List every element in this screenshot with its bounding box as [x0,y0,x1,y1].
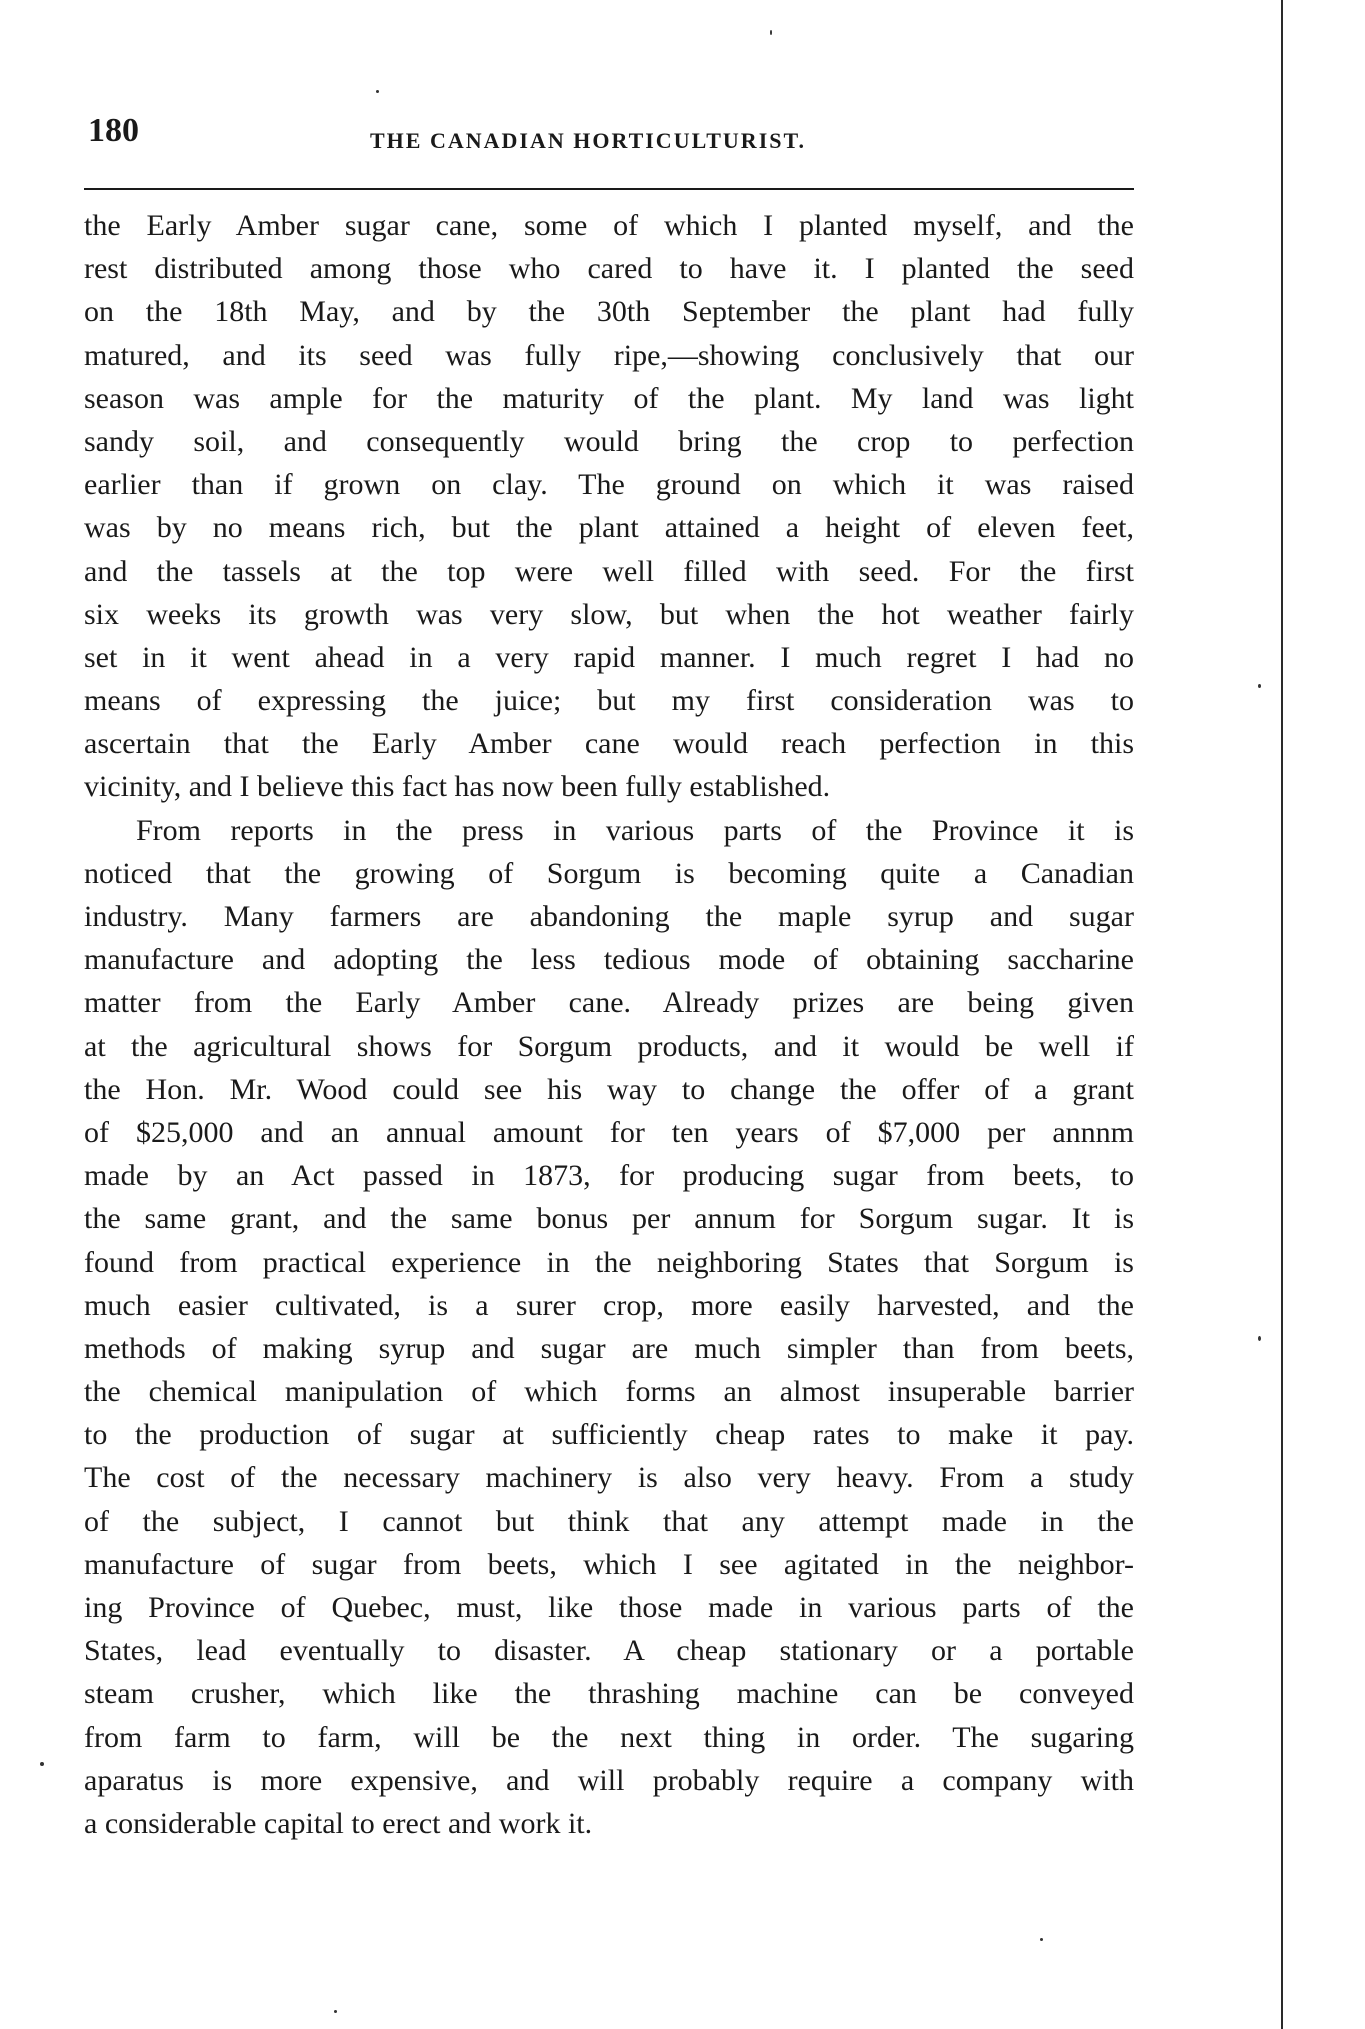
paragraph-2 [84,809,1134,1846]
text-line: rest distributed among those who cared to have it. I planted the seed [84,252,1134,286]
text-line: The cost of the necessary machinery is also very heavy. From a study [84,1461,1134,1495]
paragraph-1 [84,204,1134,809]
text-line: of $25,000 and an annual amount for ten years of $7,000 per annnm [84,1115,1134,1149]
text-line: means of expressing the juice; but my first consideration was to [84,684,1134,718]
speck [376,90,379,93]
text-line: much easier cultivated, is a surer crop, more easily harvested, and the [84,1288,1134,1322]
header-rule [84,188,1134,190]
text-line: a considerable capital to erect and work it. [84,1806,593,1840]
text-line: the chemical manipulation of which forms an almost insuperable barrier [84,1375,1134,1409]
text-line: the same grant, and the same bonus per annum for Sorgum sugar. It is [84,1202,1134,1236]
running-head: THE CANADIAN HORTICULTURIST. [370,128,807,153]
text-line: vicinity, and I believe this fact has now been fully established. [84,770,831,804]
text-line: set in it went ahead in a very rapid manner. I much regret I had no [84,640,1134,674]
text-line: manufacture and adopting the less tedious mode of obtaining saccharine [84,943,1134,977]
text-line: and the tassels at the top were well filled with seed. For the first [84,554,1134,588]
article-body [84,204,1134,1845]
text-line: methods of making syrup and sugar are much simpler than from beets, [84,1331,1134,1365]
text-line: ing Province of Quebec, must, like those made in various parts of the [84,1591,1134,1624]
text-line: manufacture of sugar from beets, which I see agitated in the neighbor- [84,1547,1134,1581]
text-line: From reports in the press in various parts of the Province it is [136,813,1134,847]
speck [1258,684,1261,688]
text-line: six weeks its growth was very slow, but when the hot weather fairly [84,597,1134,631]
text-line: to the production of sugar at sufficiently cheap rates to make it pay. [84,1418,1134,1452]
speck [40,1762,44,1766]
speck [1258,1336,1261,1341]
page-header [88,112,1136,162]
text-line: at the agricultural shows for Sorgum products, and it would be well if [84,1029,1134,1063]
text-line: found from practical experience in the neighboring States that Sorgum is [84,1245,1134,1279]
text-line: ascertain that the Early Amber cane would reach perfection in this [84,727,1134,761]
speck [334,2010,337,2013]
text-line: earlier than if grown on clay. The ground on which it was raised [84,468,1134,502]
text-line: sandy soil, and consequently would bring the crop to perfection [84,424,1134,458]
page-edge-line [1281,0,1283,2029]
text-line: States, lead eventually to disaster. A cheap stationary or a portable [84,1634,1134,1668]
speck [770,30,772,35]
text-line: noticed that the growing of Sorgum is becoming quite a Canadian [84,856,1134,890]
text-line: the Hon. Mr. Wood could see his way to change the offer of a grant [84,1072,1134,1106]
text-line: from farm to farm, will be the next thing in order. The sugaring [84,1720,1134,1754]
text-line: made by an Act passed in 1873, for producing sugar from beets, to [84,1159,1134,1193]
text-line: was by no means rich, but the plant attained a height of eleven feet, [84,511,1134,545]
text-line: season was ample for the maturity of the plant. My land was light [84,381,1134,415]
text-line: matter from the Early Amber cane. Already prizes are being given [84,986,1134,1020]
text-line: matured, and its seed was fully ripe,—showing conclusively that our [84,338,1134,372]
text-line: the Early Amber sugar cane, some of which I planted myself, and the [84,209,1134,242]
text-line: steam crusher, which like the thrashing machine can be conveyed [84,1677,1134,1711]
text-line: on the 18th May, and by the 30th September the plant had fully [84,295,1134,329]
page-number: 180 [88,112,139,149]
text-line: industry. Many farmers are abandoning the maple syrup and sugar [84,900,1134,933]
text-line: of the subject, I cannot but think that any attempt made in the [84,1504,1134,1538]
speck [1040,1938,1043,1941]
text-line: aparatus is more expensive, and will probably require a company with [84,1763,1134,1797]
